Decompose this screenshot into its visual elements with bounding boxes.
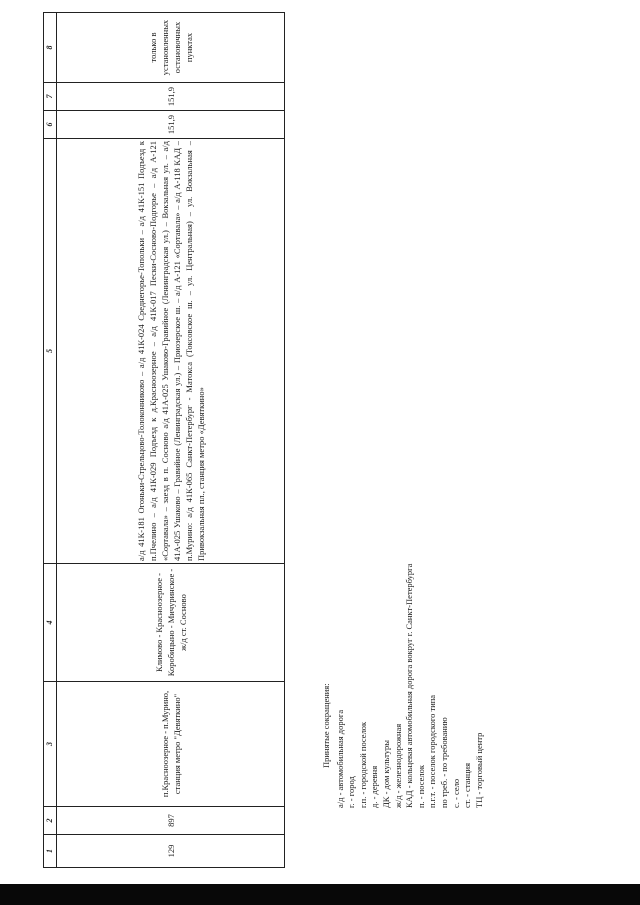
- distance-cell-6: 151,9: [57, 111, 285, 139]
- note-line: КАД - кольцевая автомобильная дорога вокруг г. Санкт-Петербурга: [404, 563, 415, 808]
- note-line: по треб. - по требованию: [438, 717, 449, 808]
- table-header-row: [44, 13, 57, 868]
- route-path-cell: а/д 41К-181 Огоньки-Стрельцово-Толоконниково – а/д 41К-024 Среднегорье-Топольки – а/д 41К-151 Подъезд к п.Пчелино – а/д 41К-029 Подъезд к д.Красноозерное – а/д 41К-017 Пески-Сосново-Подгорье – а/д А-121 «Сортавала» – заезд в п. Сосново а/д 41А-025 Ушаково-Гравийное (Ленинградская ул.) – Вокзальная ул. – а/д 41А-025 Ушаково – Гравийное (Ленинградская ул.) – Приозерское ш. – а/д А-121 «Сортавала» – а/д А-118 КАД – п.Мурино: а/д 41К-065 Санкт-Петербург - Матокса (Токсовское ш. – ул. Центральная) – ул. Вокзальная – Привокзальная пл., станция метро «Девяткино»: [57, 139, 285, 564]
- boarding-rule-cell: только в установленных остановочных пунктах: [57, 13, 285, 83]
- note-line: п. - поселок: [415, 764, 426, 808]
- header-cell-5: 5: [44, 139, 57, 564]
- note-line: п.г.т. - поселок городского типа: [427, 694, 438, 808]
- note-line: ст. - станция: [462, 763, 473, 808]
- abbreviations-notes: [321, 388, 485, 808]
- note-line: г.п. - городской поселок: [357, 721, 368, 808]
- note-line: г. - город: [346, 776, 357, 808]
- intermediate-stops-cell: Климово - Красноозерное - Коробицыно - Мичуринское - ж/д ст. Сосново: [57, 564, 285, 682]
- scan-border-bar: [0, 884, 640, 905]
- header-cell-8: 8: [44, 13, 57, 83]
- note-line: ТЦ - торговый центр: [473, 732, 484, 808]
- route-name-cell: п.Красноозерное - п.Мурино, станция метро "Девяткино": [57, 682, 285, 807]
- header-cell-3: 3: [44, 682, 57, 807]
- route-number-cell: 897: [57, 807, 285, 835]
- note-line: ж/д - железнодорожная: [392, 723, 403, 808]
- notes-title: Принятые сокращения:: [321, 683, 331, 768]
- header-cell-2: 2: [44, 807, 57, 835]
- note-line: ДК - дом культуры: [380, 740, 391, 808]
- row-number-cell: 129: [57, 835, 285, 868]
- distance-cell-7: 151,9: [57, 83, 285, 111]
- note-line: д. - деревня: [369, 765, 380, 808]
- table-row: [57, 13, 285, 868]
- rotated-scanned-page: [43, 13, 603, 868]
- note-line: а/д - автомобильная дорога: [334, 709, 345, 808]
- note-line: с. - село: [450, 778, 461, 808]
- header-cell-4: 4: [44, 564, 57, 682]
- route-table: [43, 12, 285, 868]
- header-cell-7: 7: [44, 83, 57, 111]
- header-cell-6: 6: [44, 111, 57, 139]
- header-cell-1: 1: [44, 835, 57, 868]
